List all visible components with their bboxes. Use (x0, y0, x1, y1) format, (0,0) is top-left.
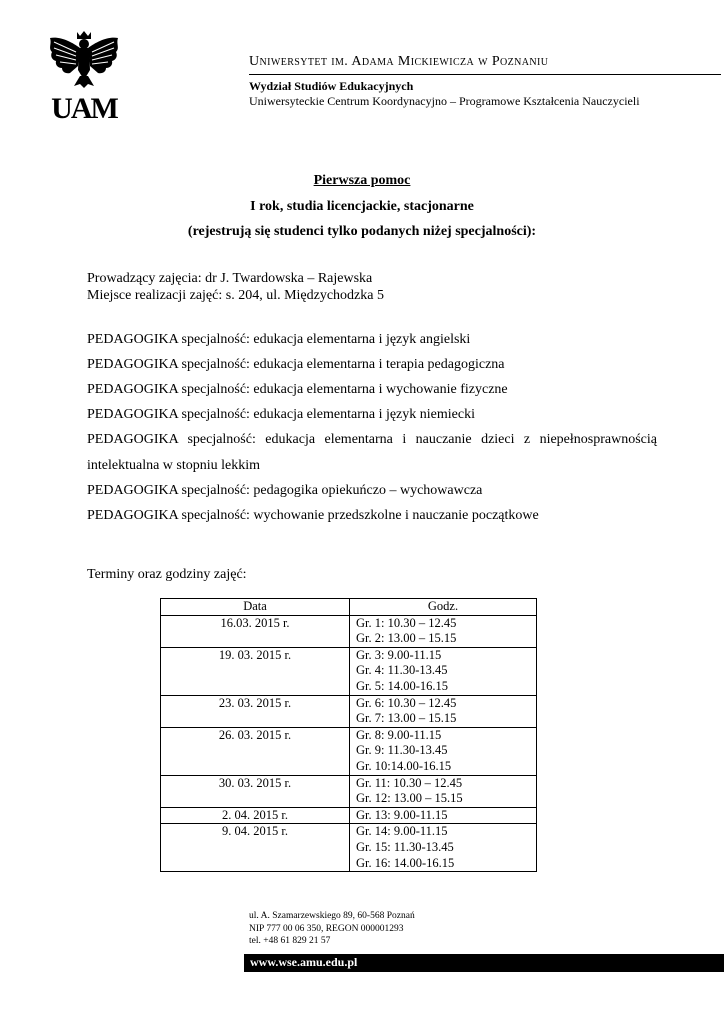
group-hours: Gr. 8: 9.00-11.15 (356, 727, 442, 742)
group-hours: Gr. 12: 13.00 – 15.15 (356, 791, 463, 806)
hours-cell (350, 615, 537, 647)
footer-address (249, 910, 415, 948)
faculty-name: Wydział Studiów Edukacyjnych (249, 79, 414, 93)
date-cell: 9. 04. 2015 r. (161, 824, 350, 872)
table-header-row (161, 599, 537, 616)
date-cell: 30. 03. 2015 r. (161, 775, 350, 807)
instructor-line: Prowadzący zajęcia: dr J. Twardowska – Rajewska (87, 271, 373, 286)
group-hours: Gr. 10:14.00-16.15 (356, 758, 452, 773)
course-title: Pierwsza pomoc (313, 173, 411, 188)
logo-text: UAM (51, 92, 117, 122)
group-hours: Gr. 15: 11.30-13.45 (356, 839, 454, 854)
uam-logo (44, 30, 124, 122)
group-hours: Gr. 6: 10.30 – 12.45 (356, 695, 457, 710)
group-hours: Gr. 9: 11.30-13.45 (356, 743, 448, 758)
place-line: Miejsce realizacji zajęć: s. 204, ul. Międzychodzka 5 (87, 288, 384, 303)
group-hours: Gr. 3: 9.00-11.15 (356, 647, 442, 662)
specialization-item: PEDAGOGIKA specjalność: pedagogika opiekuńczo – wychowawcza (87, 483, 483, 498)
group-hours: Gr. 1: 10.30 – 12.45 (356, 615, 457, 630)
hours-cell (350, 727, 537, 775)
website-link[interactable]: www.wse.amu.edu.pl (250, 955, 358, 969)
specialization-item: PEDAGOGIKA specjalność: edukacja elementarna i nauczanie dzieci z niepełnosprawnością (87, 432, 657, 447)
hours-cell (350, 824, 537, 872)
table-row (161, 824, 537, 872)
date-cell: 2. 04. 2015 r. (161, 807, 350, 824)
date-cell: 23. 03. 2015 r. (161, 695, 350, 727)
schedule-label: Terminy oraz godziny zajęć: (87, 567, 247, 582)
table-row (161, 775, 537, 807)
header-divider (249, 74, 721, 75)
hours-cell (350, 807, 537, 824)
specialization-item-continuation: intelektualna w stopniu lekkim (87, 458, 261, 473)
group-hours: Gr. 11: 10.30 – 12.45 (356, 775, 463, 790)
group-hours: Gr. 2: 13.00 – 15.15 (356, 631, 457, 646)
course-subtitle: I rok, studia licencjackie, stacjonarne (250, 199, 474, 214)
group-hours: Gr. 16: 14.00-16.15 (356, 855, 455, 870)
hours-cell (350, 695, 537, 727)
date-cell: 16.03. 2015 r. (161, 615, 350, 647)
hours-cell (350, 647, 537, 695)
group-hours: Gr. 14: 9.00-11.15 (356, 824, 448, 839)
table-row (161, 727, 537, 775)
group-hours: Gr. 13: 9.00-11.15 (356, 807, 448, 822)
centre-name: Uniwersyteckie Centrum Koordynacyjno – Programowe Kształcenia Nauczycieli (249, 94, 640, 108)
schedule-body (161, 615, 537, 872)
phone-line: tel. +48 61 829 21 57 (249, 936, 331, 946)
specialization-item: PEDAGOGIKA specjalność: edukacja elementarna i terapia pedagogiczna (87, 357, 505, 372)
address-line: ul. A. Szamarzewskiego 89, 60-568 Poznań (249, 911, 415, 921)
schedule-table (160, 598, 537, 872)
specializations-list (87, 331, 657, 532)
university-name: Uniwersytet im. Adama Mickiewicza w Poznaniu (249, 54, 549, 69)
table-row (161, 807, 537, 824)
registration-note: (rejestrują się studenci tylko podanych niżej specjalności): (187, 224, 537, 239)
table-row (161, 647, 537, 695)
specialization-item: PEDAGOGIKA specjalność: edukacja elementarna i język angielski (87, 332, 471, 347)
table-row (161, 695, 537, 727)
column-header-hours: Godz. (350, 599, 537, 616)
hours-cell (350, 775, 537, 807)
group-hours: Gr. 5: 14.00-16.15 (356, 678, 449, 693)
date-cell: 26. 03. 2015 r. (161, 727, 350, 775)
specialization-item: PEDAGOGIKA specjalność: edukacja elementarna i wychowanie fizyczne (87, 382, 508, 397)
date-cell: 19. 03. 2015 r. (161, 647, 350, 695)
group-hours: Gr. 7: 13.00 – 15.15 (356, 711, 457, 726)
nip-regon-line: NIP 777 00 06 350, REGON 000001293 (249, 923, 404, 934)
specialization-item: PEDAGOGIKA specjalność: edukacja elementarna i język niemiecki (87, 407, 475, 422)
column-header-date: Data (161, 599, 350, 616)
specialization-item: PEDAGOGIKA specjalność: wychowanie przedszkolne i nauczanie początkowe (87, 508, 539, 523)
table-row (161, 615, 537, 647)
group-hours: Gr. 4: 11.30-13.45 (356, 663, 448, 678)
